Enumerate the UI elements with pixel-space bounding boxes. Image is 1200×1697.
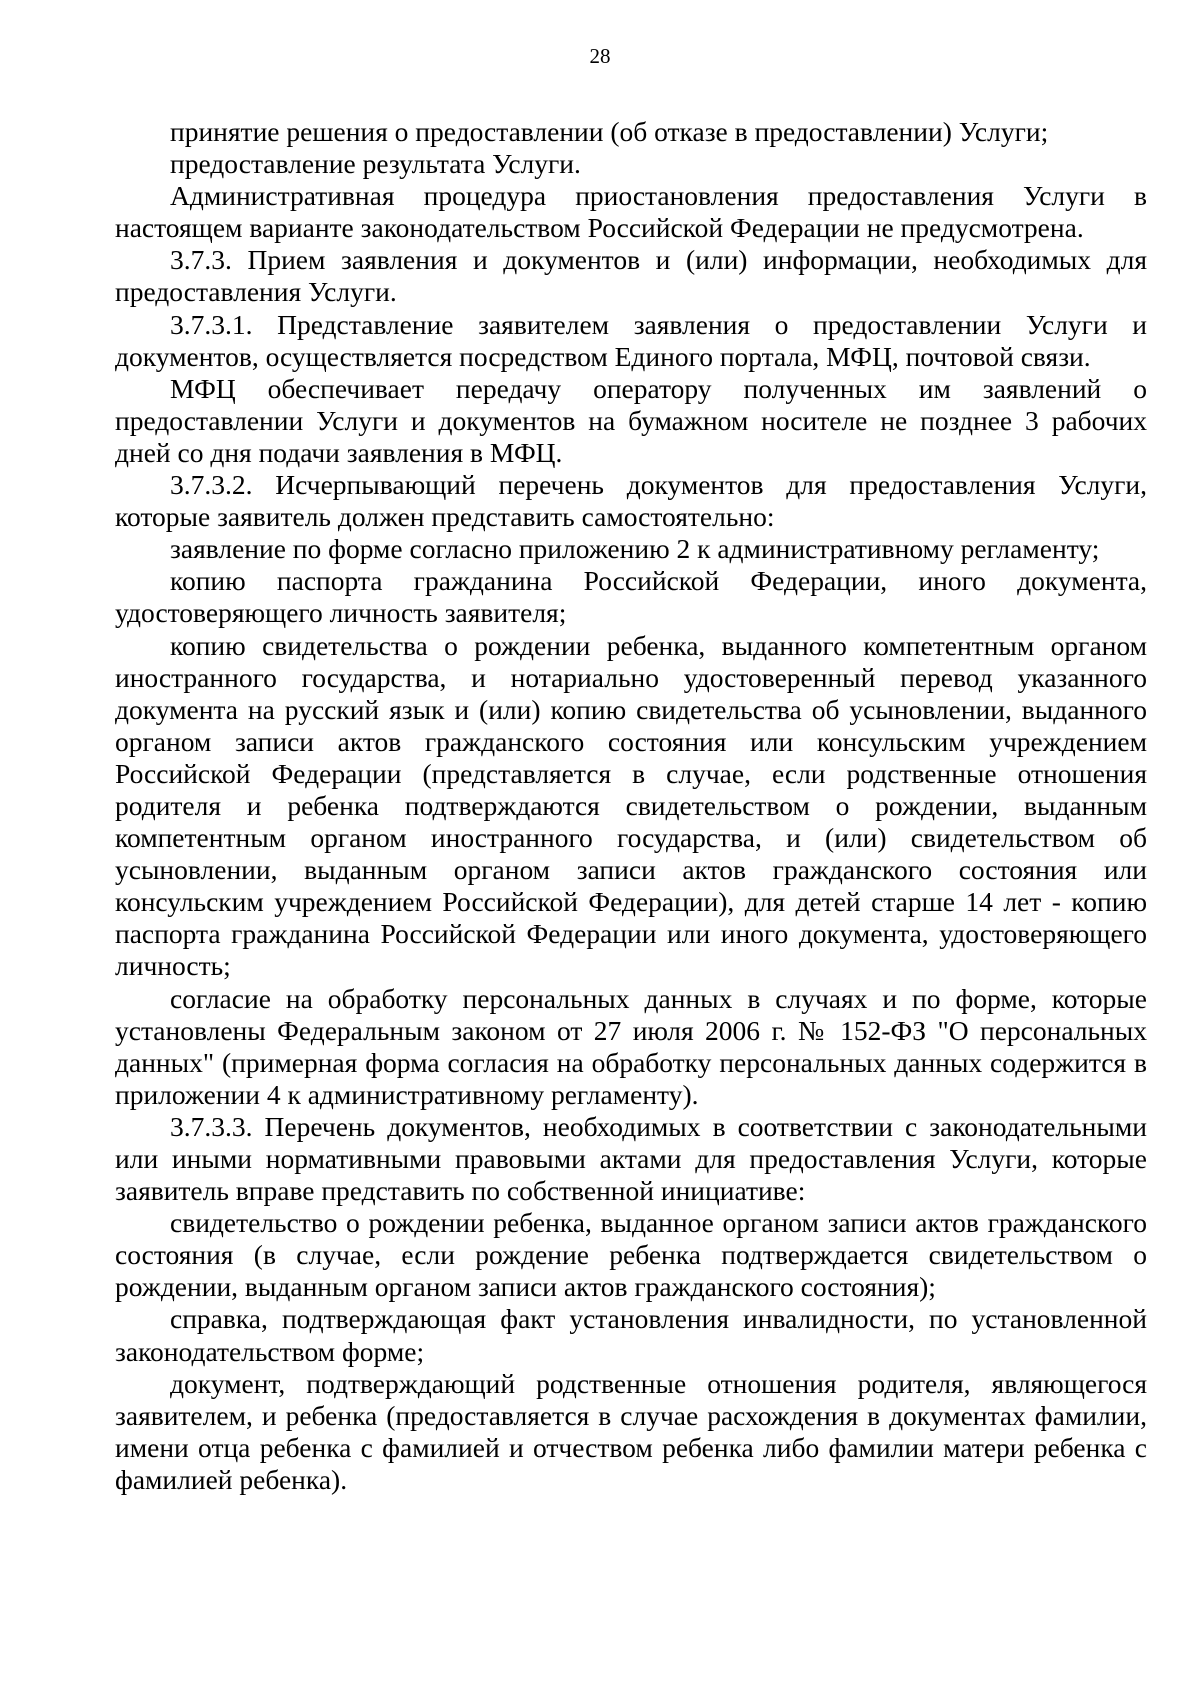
paragraph: принятие решения о предоставлении (об отказе в предоставлении) Услуги; <box>170 116 1049 147</box>
paragraph: согласие на обработку персональных данных в случаях и по форме, которые установлены Федеральным законом от 27 июля 2006 г. № 152-ФЗ "О персональных данных" (примерная форма согласия на обработку персональных данных содержится в приложении 4 к административному регламенту). <box>115 982 1147 1110</box>
paragraph: МФЦ обеспечивает передачу оператору полученных им заявлений о предоставлении Услуги и документов на бумажном носителе не позднее 3 рабочих дней со дня подачи заявления в МФЦ. <box>115 372 1147 468</box>
paragraph: заявление по форме согласно приложению 2 к административному регламенту; <box>170 533 1100 565</box>
paragraph: 3.7.3.1. Представление заявителем заявления о предоставлении Услуги и документов, осуществляется посредством Единого портала, МФЦ, почтовой связи. <box>115 308 1147 372</box>
paragraph: документ, подтверждающий родственные отношения родителя, являющегося заявителем, и ребенка (предоставляется в случае расхождения в документах фамилии, имени отца ребенка с фамилией и отчеством ребенка либо фамилии матери ребенка с фамилией ребенка). <box>115 1367 1147 1495</box>
paragraph: 3.7.3.2. Исчерпывающий перечень документов для предоставления Услуги, которые заявитель должен представить самостоятельно: <box>115 469 1147 533</box>
paragraph: копию паспорта гражданина Российской Федерации, иного документа, удостоверяющего личность заявителя; <box>115 565 1147 629</box>
paragraph: 3.7.3. Прием заявления и документов и (или) информации, необходимых для предоставления Услуги. <box>115 244 1147 308</box>
paragraph: свидетельство о рождении ребенка, выданное органом записи актов гражданского состояния (в случае, если рождение ребенка подтверждается свидетельством о рождении, выданным органом записи актов гражданского состояния); <box>115 1207 1147 1303</box>
paragraph: копию свидетельства о рождении ребенка, выданного компетентным органом иностранного государства, и нотариально удостоверенный перевод указанного документа на русский язык и (или) копию свидетельства об усыновлении, выданного органом записи актов гражданского состояния или консульским учреждением Российской Федерации (представляется в случае, если родственные отношения родителя и ребенка подтверждаются свидетельством о рождении, выданным компетентным органом иностранного государства, и (или) свидетельством об усыновлении, выданным органом записи актов гражданского состояния или консульским учреждением Российской Федерации), для детей старше 14 лет - копию паспорта гражданина Российской Федерации или иного документа, удостоверяющего личность; <box>115 629 1147 982</box>
document-body <box>115 116 1147 1496</box>
paragraph: справка, подтверждающая факт установления инвалидности, по установленной законодательством форме; <box>115 1303 1147 1367</box>
paragraph: предоставление результата Услуги. <box>170 148 581 180</box>
page-number: 28 <box>589 44 611 68</box>
paragraph: 3.7.3.3. Перечень документов, необходимых в соответствии с законодательными или иными нормативными правовыми актами для предоставления Услуги, которые заявитель вправе представить по собственной инициативе: <box>115 1110 1147 1207</box>
paragraph: Административная процедура приостановления предоставления Услуги в настоящем варианте законодательством Российской Федерации не предусмотрена. <box>115 180 1147 244</box>
